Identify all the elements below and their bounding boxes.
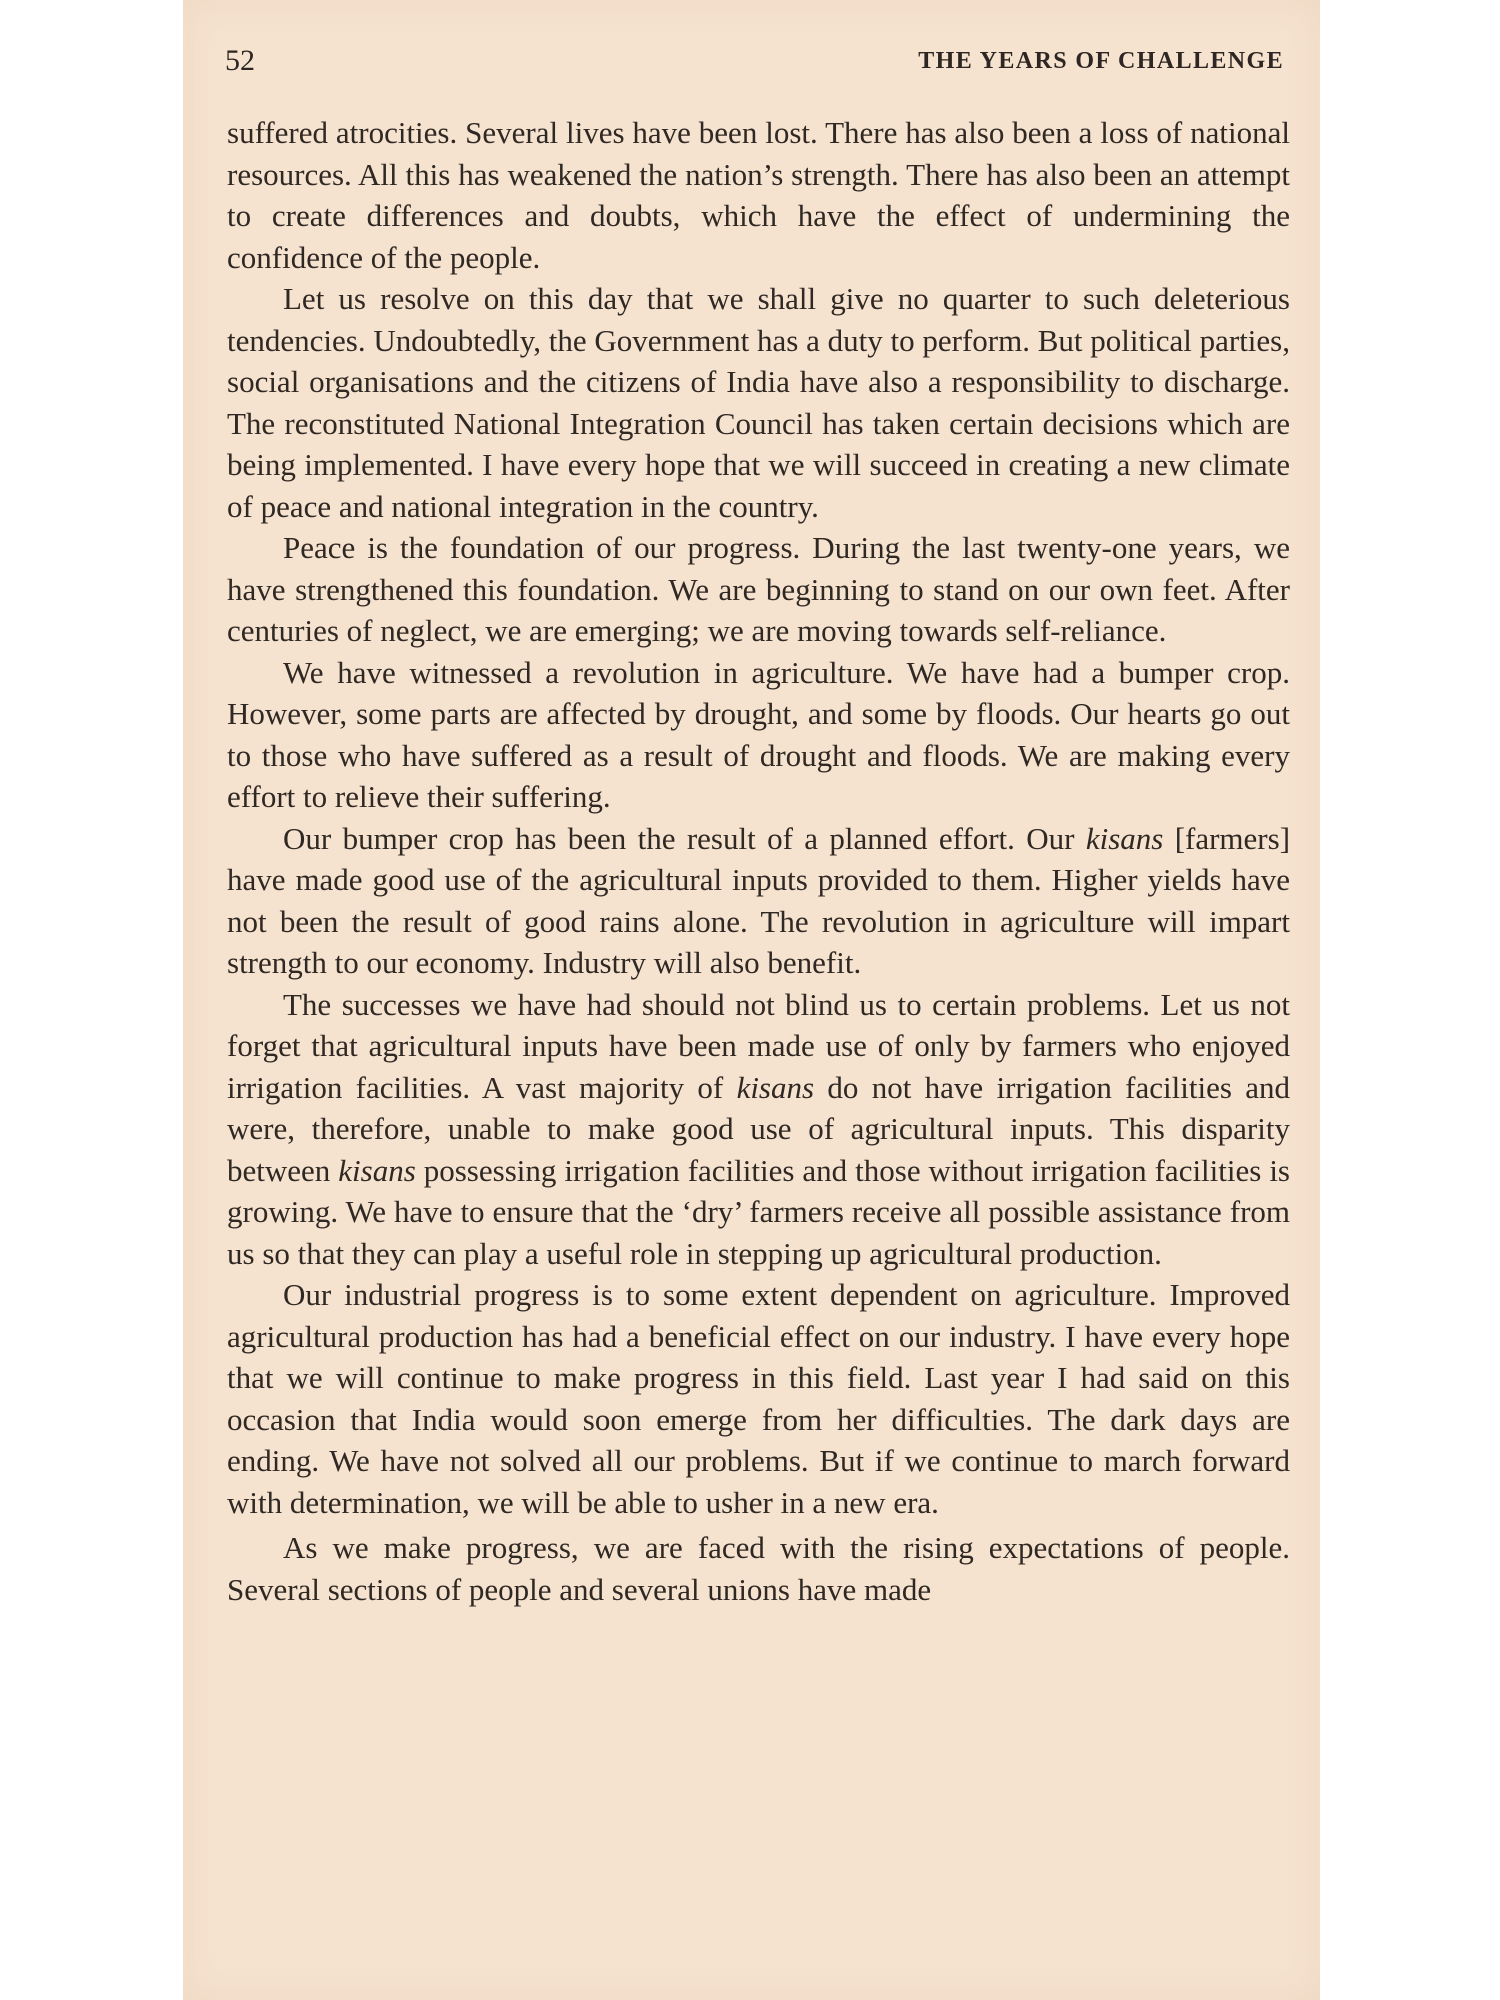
text-run: Peace is the foundation of our progress. During the last twenty-one years, we have strengthened this foundation. We are beginning to stand on our own feet. After centuries of neglect, we are emerging; we are moving towards self-reliance.: [227, 530, 1290, 648]
paragraph: [227, 527, 1290, 652]
text-run: Our bumper crop has been the result of a planned effort. Our: [283, 820, 1086, 856]
text-run: suffered atrocities. Several lives have been lost. There has also been a loss of national resources. All this has weakened the nation’s strength. There has also been an attempt to create differences and doubts, which have the effect of undermining the confidence of the people.: [227, 115, 1290, 275]
italic-term: kisans: [1085, 820, 1164, 856]
paragraph: [227, 652, 1290, 818]
paragraph: [227, 112, 1290, 278]
page-number: 52: [225, 44, 255, 77]
italic-term: kisans: [338, 1152, 416, 1188]
paragraph: [227, 1527, 1290, 1610]
paragraph: [227, 818, 1290, 984]
paragraph: [227, 984, 1290, 1275]
body-text: [227, 112, 1290, 1610]
italic-term: kisans: [736, 1069, 815, 1105]
running-head: THE YEARS OF CHALLENGE: [918, 48, 1284, 74]
text-run: We have witnessed a revolution in agriculture. We have had a bumper crop. However, some parts are affected by drought, and some by floods. Our hearts go out to those who have suffered as a result of drought and floods. We are making every effort to relieve their suffering.: [227, 654, 1290, 814]
book-page: [183, 0, 1320, 2000]
text-run: Our industrial progress is to some extent dependent on agriculture. Improved agricultural production has had a beneficial effect on our industry. I have every hope that we will continue to make progress in this field. Last year I had said on this occasion that India would soon emerge from her difficulties. The dark days are ending. We have not solved all our problems. But if we continue to march forward with determination, we will be able to usher in a new era.: [227, 1277, 1290, 1520]
paragraph: [227, 1274, 1290, 1523]
text-run: do not have irrigation facilities and were, therefore, unable to make good use of agricultural inputs. This disparity between: [227, 1069, 1290, 1188]
text-run: Let us resolve on this day that we shall give no quarter to such deleterious tendencies. Undoubtedly, the Government has a duty to perform. But political parties, social organisations and the citizens of India have also a responsibility to discharge. The reconstituted National Integration Council has taken certain decisions which are being implemented. I have every hope that we will succeed in creating a new climate of peace and national integration in the country.: [227, 281, 1290, 524]
paragraph: [227, 278, 1290, 527]
page-header: [225, 40, 1284, 80]
text-run: possessing irrigation facilities and those without irrigation facilities is growing. We have to ensure that the ‘dry’ farmers receive all possible assistance from us so that they can play a useful role in stepping up agricultural production.: [227, 1152, 1290, 1271]
text-run: The successes we have had should not blind us to certain problems. Let us not forget that agricultural inputs have been made use of only by farmers who enjoyed irrigation facilities. A vast majority of: [227, 986, 1290, 1105]
text-run: [farmers] have made good use of the agricultural inputs provided to them. Higher yields have not been the result of good rains alone. The revolution in agriculture will impart strength to our economy. Industry will also benefit.: [227, 820, 1291, 980]
text-run: As we make progress, we are faced with the rising expectations of people. Several sections of people and several unions have made: [227, 1530, 1290, 1607]
